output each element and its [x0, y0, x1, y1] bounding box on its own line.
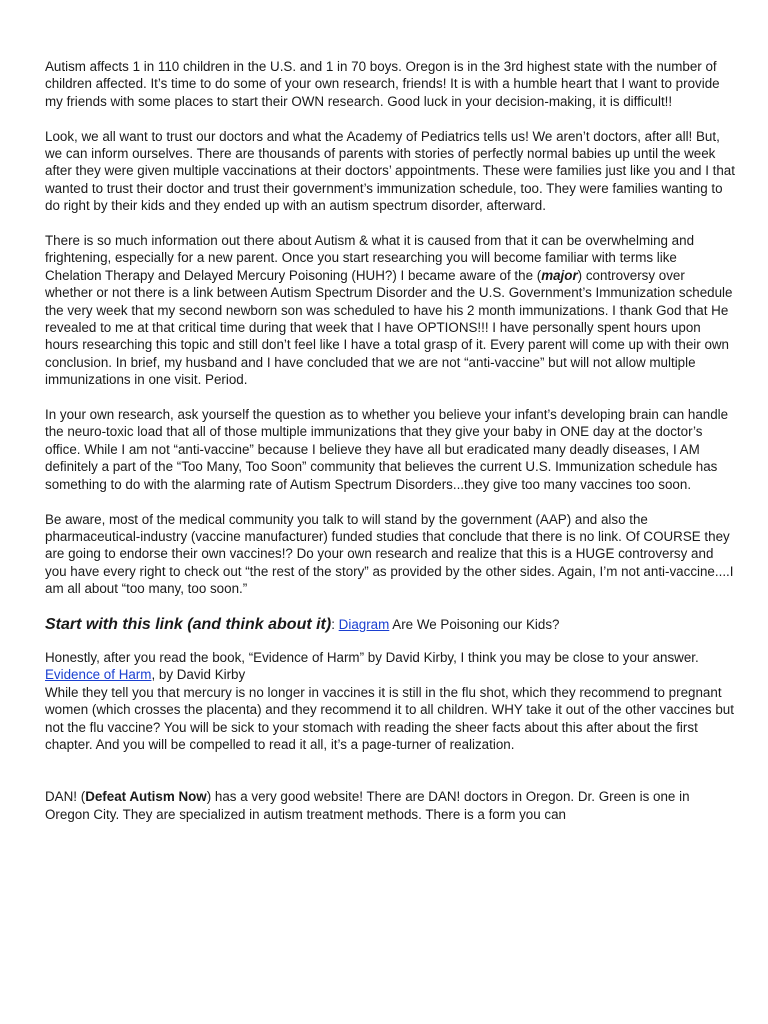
paragraph-evidence-part-b: , by David Kirby	[151, 667, 246, 683]
paragraph-dan-part-b: ) has a very good website! There are DAN! doctors in Oregon. Dr. Green is one in Oregon City. They are specialized in autism treatment methods. There is a form you can	[45, 789, 690, 822]
paragraph-mercury: While they tell you that mercury is no longer in vaccines it is still in the flu shot, which they recommend to pregnant women (which crosses the placenta) and they recommend it to all children. WHY take it out of the other vaccines but not the flu vaccine? You will be sick to your stomach with reading the sheer facts about this after about the first chapter. And you will be compelled to read it all, it’s a page-turner of realization.	[45, 684, 734, 752]
paragraph-evidence-of-harm	[45, 649, 735, 684]
paragraph-be-aware: Be aware, most of the medical community you talk to will stand by the government (AAP) and also the pharmaceutical-industry (vaccine manufacturer) funded studies that conclude that there is no link. Of COURSE they are going to endorse their own vaccines!? Do your own research and realize that this is a HUGE controversy and you have every right to check out “the rest of the story” as provided by the other sides. Again, I’m not anti-vaccine....I am all about “too many, too soon.”	[45, 511, 734, 597]
section-heading	[45, 615, 735, 635]
paragraph-dan-part-a: DAN! (	[45, 789, 86, 805]
heading-colon: :	[331, 616, 339, 632]
document-page	[45, 58, 735, 840]
paragraph-trust-doctors: Look, we all want to trust our doctors and what the Academy of Pediatrics tells us! We aren’t doctors, after all! But, we can inform ourselves. There are thousands of parents with stories of perfectly normal babies up until the week after they were given multiple vaccinations at their doctors’ appointments. These were families just like you and I that wanted to trust their doctor and trust their government’s immunization schedule, too. They were families wanting to do right by their kids and they ended up with an autism spectrum disorder, afterward.	[45, 128, 735, 214]
defeat-autism-now-bold: Defeat Autism Now	[85, 789, 207, 805]
paragraph-information-part-b: ) controversy over whether or not there is a link between Autism Spectrum Disorder and the U.S. Government’s Immunization schedule the very week that my second newborn son was scheduled to have his 2 month immunizations. I thank God that He revealed to me at that critical time during that week that I have OPTIONS!!! I have personally spent hours upon hours researching this topic and still don’t feel like I have a total grasp of it. Every parent will come up with their own conclusion. In brief, my husband and I have concluded that we are not “anti-vaccine” but will not allow multiple immunizations in one visit. Period.	[45, 267, 733, 388]
blank-line	[45, 771, 735, 788]
evidence-of-harm-link[interactable]: Evidence of Harm	[45, 667, 152, 683]
paragraph-evidence-part-a: Honestly, after you read the book, “Evidence of Harm” by David Kirby, I think you may be close to your answer.	[45, 649, 699, 665]
heading-after-text: Are We Poisoning our Kids?	[389, 616, 560, 632]
paragraph-autism-stats: Autism affects 1 in 110 children in the U.S. and 1 in 70 boys. Oregon is in the 3rd highest state with the number of children affected. It’s time to do some of your own research, friends! It is with a humble heart that I want to provide my friends with some places to start their OWN research. Good luck in your decision-making, it is difficult!!	[45, 59, 720, 109]
paragraph-dan	[45, 788, 735, 823]
paragraph-own-research: In your own research, ask yourself the question as to whether you believe your infant’s developing brain can handle the neuro-toxic load that all of those multiple immunizations that they give your baby in ONE day at the doctor’s office. While I am not “anti-vaccine” because I believe they have all but eradicated many deadly diseases, I AM definitely a part of the “Too Many, Too Soon” community that believes the current U.S. Immunization schedule has something to do with the alarming rate of Autism Spectrum Disorders...they give too many vaccines too soon.	[45, 407, 729, 492]
heading-bold-italic: Start with this link (and think about it)	[45, 615, 332, 633]
emphasis-major: major	[541, 267, 578, 283]
paragraph-information	[45, 232, 735, 389]
diagram-link[interactable]: Diagram	[338, 616, 390, 632]
paragraph-information-part-a: There is so much information out there about Autism & what it is caused from that it can be overwhelming and frightening, especially for a new parent. Once you start researching you will become familiar with terms like Chelation Therapy and Delayed Mercury Poisoning (HUH?) I became aware of the (	[45, 233, 695, 283]
